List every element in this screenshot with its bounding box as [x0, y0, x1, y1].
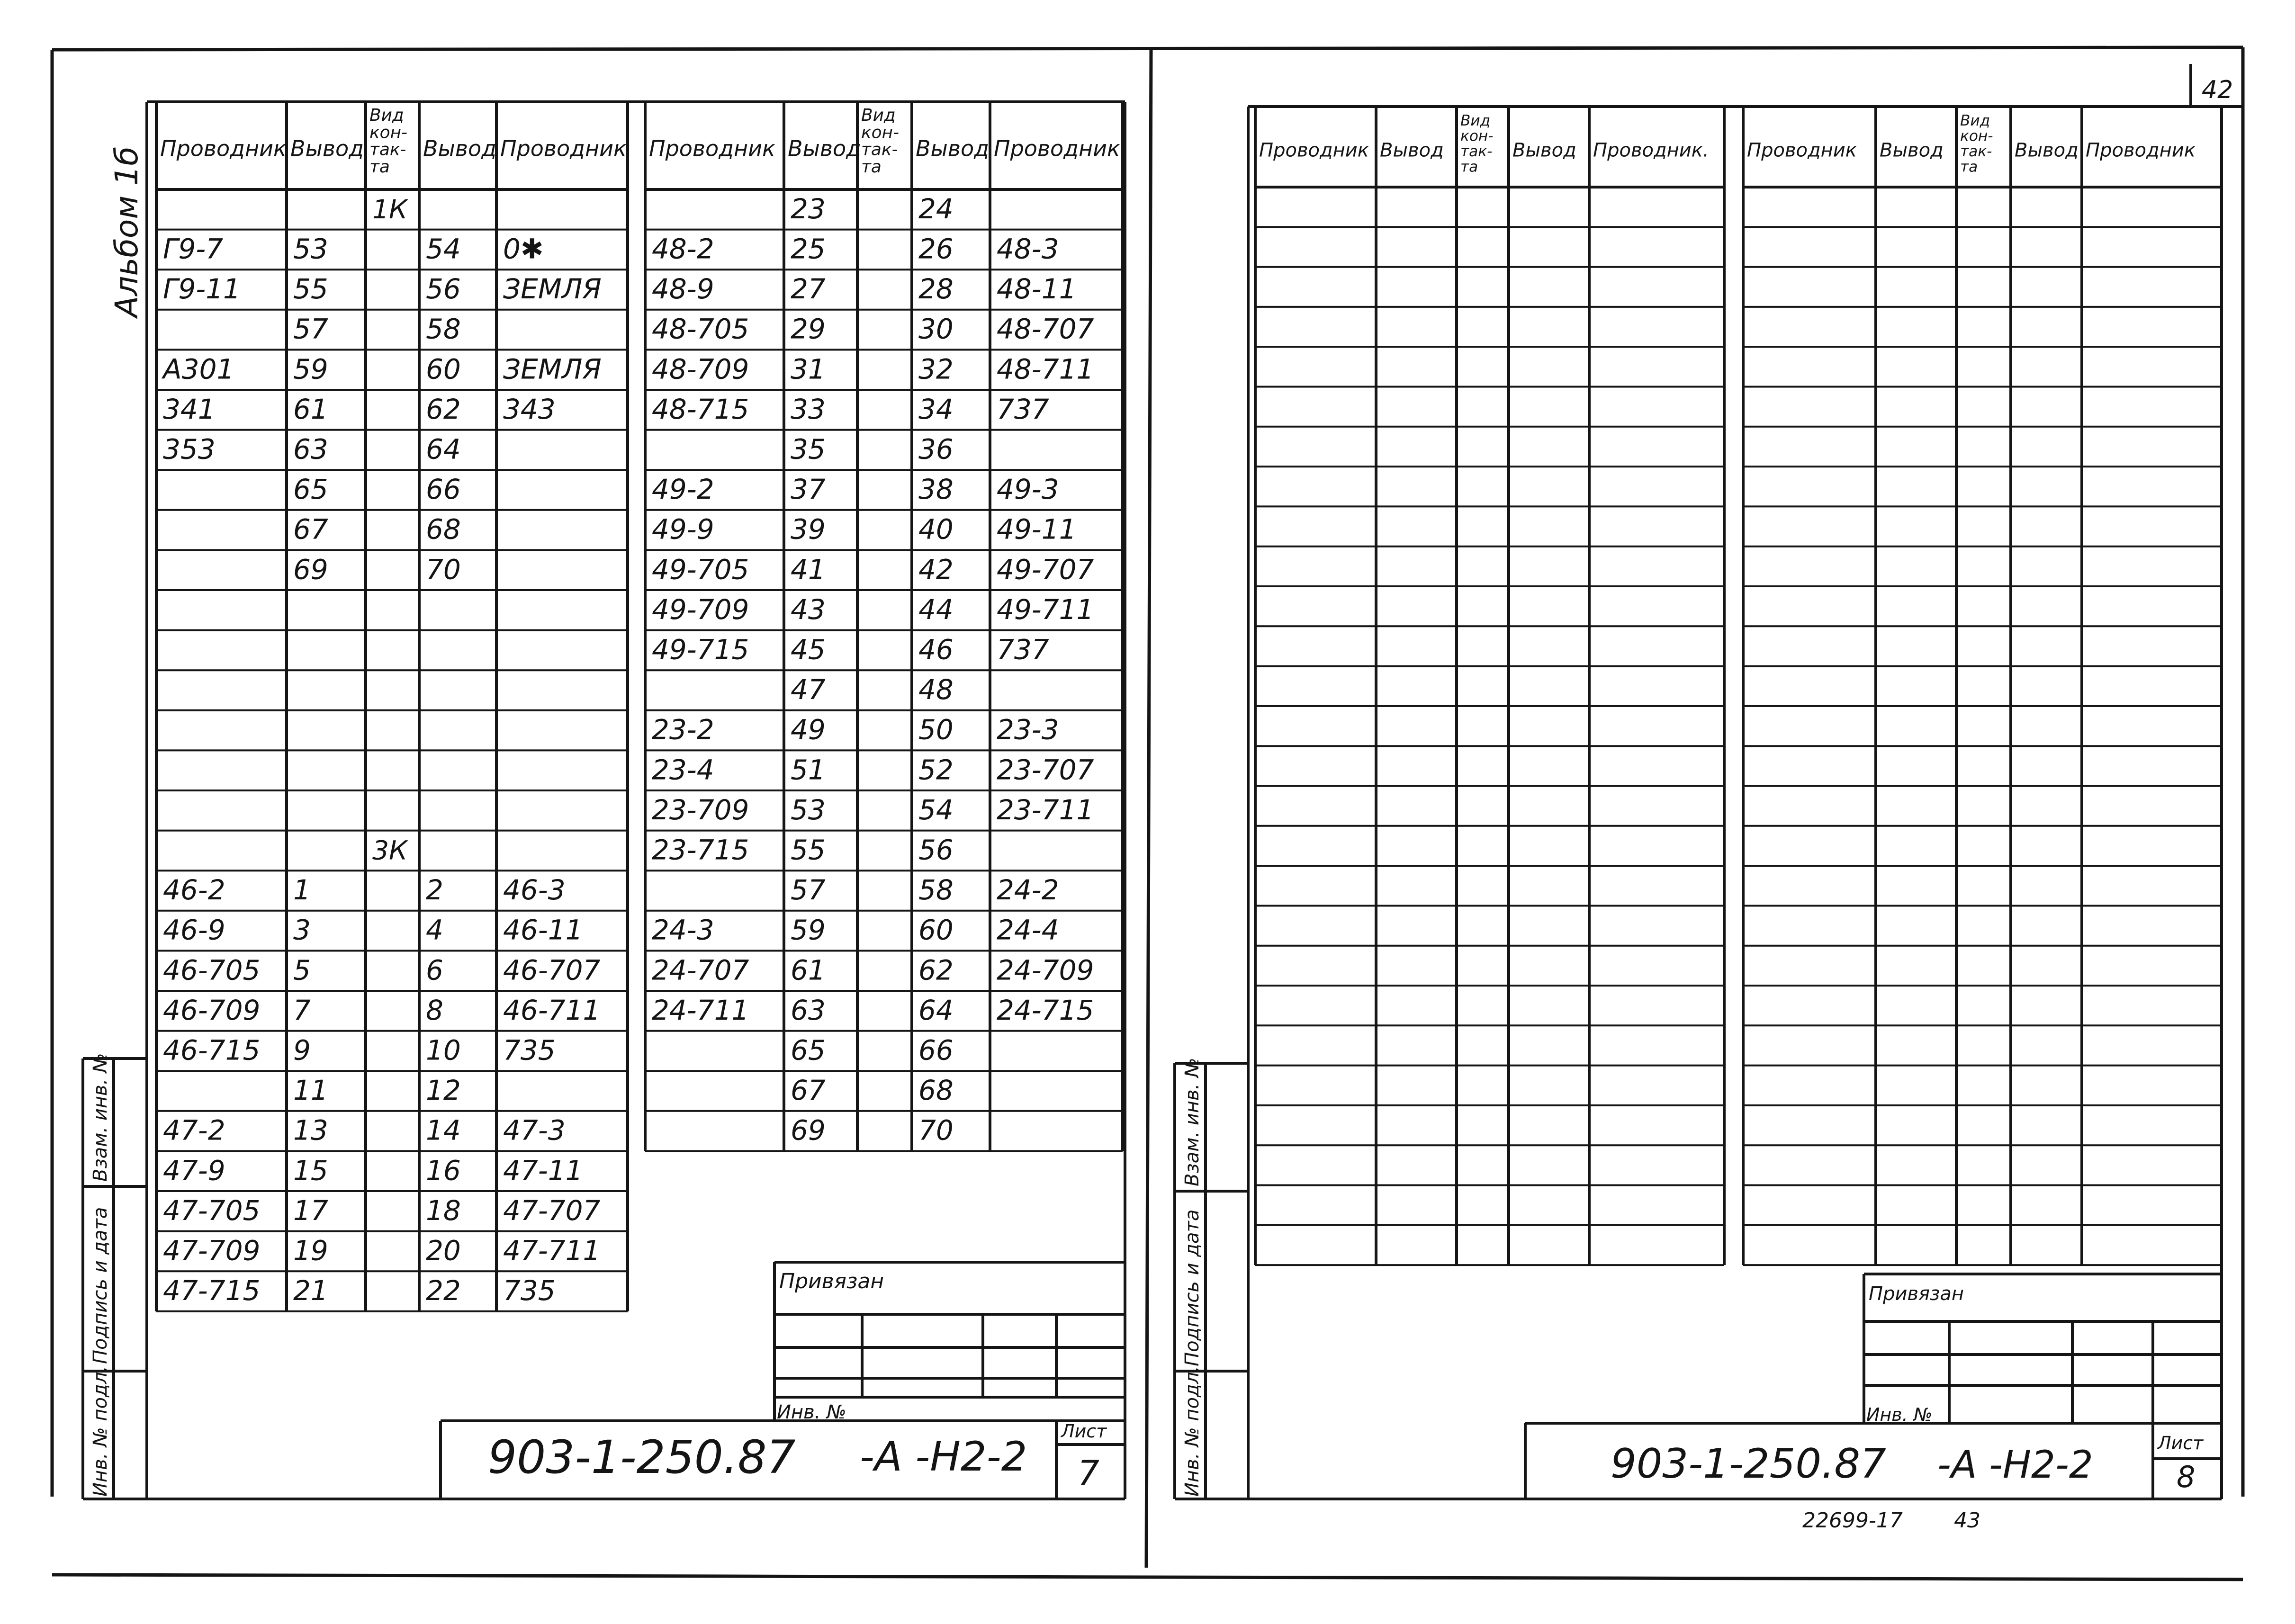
- cell-pin-out: 56: [426, 273, 461, 305]
- table-row: [163, 1235, 600, 1267]
- cell-pin-in: 9: [293, 1034, 311, 1067]
- table-row: [163, 233, 544, 265]
- cell-pin-in: 27: [791, 273, 826, 305]
- wiring-table-left-a: [156, 102, 628, 1311]
- cell-pin-in: 33: [791, 393, 826, 425]
- header-conductor-in: Проводник: [649, 135, 775, 162]
- cell-conductor-out: 47-3: [503, 1114, 566, 1147]
- cell-pin-out: 54: [918, 793, 954, 826]
- cell-pin-out: 62: [918, 954, 954, 987]
- cell-pin-in: 57: [791, 874, 826, 906]
- cell-pin-out: 68: [918, 1074, 954, 1107]
- cell-pin-out: 52: [918, 754, 954, 786]
- header-pin-out: Вывод: [1512, 139, 1576, 162]
- cell-conductor-in: 46-2: [163, 874, 225, 906]
- cell-conductor-out: 49-707: [997, 553, 1094, 586]
- cell-conductor-out: 49-3: [997, 473, 1059, 506]
- header-pin-in: Вывод: [788, 135, 861, 162]
- cell-conductor-out: 23-3: [997, 713, 1059, 746]
- table-row: [652, 313, 1094, 345]
- cell-pin-in: 23: [791, 192, 826, 225]
- cell-conductor-out: 47-711: [503, 1234, 601, 1267]
- cell-pin-in: 55: [293, 273, 328, 305]
- table-row: [652, 954, 1094, 986]
- cell-pin-out: 50: [918, 713, 954, 746]
- table-row: [652, 834, 954, 866]
- cell-pin-out: 34: [918, 393, 954, 425]
- cell-pin-out: 2: [426, 874, 443, 906]
- right-sheet: [1175, 107, 2222, 1499]
- table-row: [652, 593, 1094, 626]
- table-row: [163, 1154, 583, 1186]
- cell-pin-out: 18: [426, 1194, 461, 1227]
- cell-pin-in: 37: [791, 473, 826, 506]
- cell-conductor-out: 49-11: [997, 513, 1077, 546]
- header-contact-type-line: кон-: [369, 123, 408, 143]
- header-pin-out: Вывод: [423, 135, 496, 162]
- header-conductor-out: Проводник.: [1593, 139, 1709, 162]
- cell-pin-out: 56: [918, 834, 954, 866]
- header-contact-type-line: кон-: [1960, 127, 1993, 145]
- cell-pin-in: 55: [791, 834, 826, 866]
- cell-pin-out: 30: [918, 313, 954, 345]
- cell-pin-in: 19: [293, 1234, 328, 1267]
- table-row: [163, 1114, 566, 1147]
- header-conductor-in: Проводник: [1747, 139, 1857, 162]
- cell-conductor-out: 735: [503, 1274, 556, 1307]
- cell-conductor-in: 24-711: [652, 994, 749, 1026]
- cell-pin-out: 60: [918, 914, 954, 946]
- cell-pin-out: 70: [426, 553, 461, 586]
- cell-conductor-in: Г9-7: [163, 233, 224, 265]
- cell-pin-out: 42: [918, 553, 954, 586]
- header-conductor-in: Проводник: [160, 135, 287, 162]
- table-row: [791, 433, 954, 466]
- cell-conductor-in: 46-715: [163, 1034, 261, 1067]
- cell-conductor-in: 48-705: [652, 313, 749, 345]
- cell-conductor-in: 49-2: [652, 473, 714, 506]
- cell-conductor-out: 737: [997, 633, 1049, 666]
- cell-conductor-out: 24-2: [997, 874, 1059, 906]
- cell-pin-out: 16: [426, 1154, 461, 1187]
- header-contact-type-line: Вид: [861, 106, 896, 125]
- table-grid: [1743, 107, 2222, 1265]
- cell-pin-in: 17: [293, 1194, 328, 1227]
- stamp-inv-no-left: Инв. №: [777, 1401, 846, 1423]
- cell-conductor-in: 23-2: [652, 713, 714, 746]
- table-row: [652, 994, 1094, 1026]
- cell-conductor-in: 49-715: [652, 633, 749, 666]
- header-conductor-in: Проводник: [1259, 139, 1369, 162]
- header-conductor-out: Проводник: [500, 135, 627, 162]
- cell-pin-out: 20: [426, 1234, 461, 1267]
- cell-pin-in: 35: [791, 433, 826, 466]
- stamp-inv-no-right: Инв. №: [1866, 1404, 1933, 1425]
- cell-pin-out: 48: [918, 673, 954, 706]
- header-contact-type-line: та: [1460, 158, 1478, 176]
- cell-conductor-out: 48-707: [997, 313, 1094, 345]
- cell-pin-in: 53: [791, 793, 826, 826]
- table-row: [163, 994, 600, 1026]
- cell-pin-out: 26: [918, 233, 954, 265]
- table-row: [652, 914, 1059, 946]
- cell-pin-out: 70: [918, 1114, 954, 1147]
- cell-pin-in: 57: [293, 313, 328, 345]
- wiring-table-left-b: [645, 102, 1123, 1151]
- cell-conductor-in: 46-9: [163, 914, 225, 946]
- table-row: [163, 914, 583, 946]
- cell-pin-in: 15: [293, 1154, 328, 1187]
- cell-conductor-in: 23-715: [652, 834, 749, 866]
- cell-pin-out: 36: [918, 433, 954, 466]
- cell-pin-in: 65: [791, 1034, 826, 1067]
- cell-conductor-out: 46-11: [503, 914, 583, 946]
- cell-pin-in: 65: [293, 473, 328, 506]
- cell-conductor-in: 47-709: [163, 1234, 261, 1267]
- cell-pin-out: 12: [426, 1074, 461, 1107]
- cell-conductor-out: 23-707: [997, 754, 1094, 786]
- cell-conductor-out: 48-3: [997, 233, 1059, 265]
- cell-pin-out: 60: [426, 353, 461, 386]
- cell-conductor-in: 48-709: [652, 353, 749, 386]
- table-row: [652, 754, 1094, 786]
- table-row: [652, 273, 1077, 305]
- table-row: [791, 193, 954, 225]
- cell-conductor-in: 47-2: [163, 1114, 225, 1147]
- cell-conductor-in: 353: [163, 433, 216, 466]
- cell-pin-out: 66: [426, 473, 461, 506]
- cell-pin-out: 28: [918, 273, 954, 305]
- cell-conductor-out: 46-3: [503, 874, 566, 906]
- header-conductor-out: Проводник: [2086, 139, 2196, 162]
- stamp-sheet-number-left: 7: [1078, 1453, 1099, 1493]
- cell-pin-in: 69: [791, 1114, 826, 1147]
- side-stamp-right: [1181, 1058, 1203, 1497]
- wiring-table-right-b: [1743, 107, 2222, 1265]
- header-contact-type-line: та: [861, 157, 882, 177]
- cell-pin-out: 32: [918, 353, 954, 386]
- cell-pin-out: 68: [426, 513, 461, 546]
- cell-conductor-out: 24-709: [997, 954, 1094, 987]
- cell-pin-in: 41: [791, 553, 826, 586]
- table-row: [791, 1034, 954, 1067]
- table-row: [791, 673, 954, 706]
- cell-pin-out: 64: [426, 433, 461, 466]
- album-label: Альбом 1б: [108, 146, 145, 317]
- cell-conductor-out: 343: [503, 393, 556, 425]
- stamp-designation-right: 903-1-250.87: [1611, 1440, 1886, 1488]
- cell-conductor-in: 24-3: [652, 914, 714, 946]
- table-row: [372, 835, 409, 866]
- table-row: [652, 553, 1094, 585]
- cell-pin-in: 45: [791, 633, 826, 666]
- header-contact-type-line: так-: [1460, 143, 1493, 160]
- cell-pin-in: 61: [293, 393, 328, 425]
- table-row: [163, 874, 566, 906]
- archive-code: 22699-17: [1802, 1508, 1903, 1533]
- cell-conductor-in: 23-709: [652, 793, 749, 826]
- cell-pin-in: 67: [293, 513, 328, 546]
- cell-pin-out: 40: [918, 513, 954, 546]
- cell-conductor-out: 0✱: [503, 233, 544, 265]
- footer-page: 43: [1954, 1508, 1980, 1533]
- side-stamp-vzam-inv-right: Взам. инв. №: [1181, 1058, 1203, 1186]
- cell-pin-out: 38: [918, 473, 954, 506]
- cell-conductor-out: 24-715: [997, 994, 1094, 1026]
- table-row: [652, 473, 1059, 505]
- cell-conductor-in: 49-9: [652, 513, 714, 546]
- header-contact-type-line: Вид: [1460, 112, 1491, 129]
- table-row: [652, 794, 1094, 826]
- side-stamp-left: [90, 1053, 111, 1497]
- table-row: [652, 714, 1059, 746]
- cell-pin-out: 62: [426, 393, 461, 425]
- cell-pin-in: 49: [791, 713, 826, 746]
- cell-conductor-in: 47-705: [163, 1194, 261, 1227]
- left-sheet: [83, 102, 1125, 1499]
- stamp-code-right: -А -Н2-2: [1937, 1443, 2093, 1487]
- cell-conductor-in: 23-4: [652, 754, 714, 786]
- cell-pin-in: 59: [293, 353, 328, 386]
- stamp-sheet-label-left: Лист: [1061, 1421, 1107, 1442]
- cell-pin-out: 6: [426, 954, 443, 987]
- cell-conductor-out: 735: [503, 1034, 556, 1067]
- cell-conductor-out: 47-11: [503, 1154, 583, 1187]
- stamp-designation-left: 903-1-250.87: [488, 1431, 796, 1484]
- cell-conductor-out: 48-11: [997, 273, 1077, 305]
- cell-pin-in: 59: [791, 914, 826, 946]
- cell-contact-type: 3К: [372, 835, 408, 866]
- cell-pin-out: 64: [918, 994, 954, 1026]
- cell-conductor-in: 24-707: [652, 954, 749, 987]
- cell-pin-in: 29: [791, 313, 826, 345]
- header-contact-type-line: кон-: [1460, 127, 1494, 145]
- cell-pin-out: 4: [426, 914, 443, 946]
- cell-pin-in: 1: [293, 874, 311, 906]
- header-pin-out: Вывод: [916, 135, 989, 162]
- side-stamp-sign-date-right: Подпись и дата: [1181, 1209, 1203, 1366]
- cell-conductor-in: 48-9: [652, 273, 714, 305]
- header-pin-in: Вывод: [290, 135, 364, 162]
- cell-pin-out: 24: [918, 192, 954, 225]
- header-pin-out: Вывод: [2015, 139, 2079, 162]
- cell-conductor-in: 48-2: [652, 233, 714, 265]
- table-row: [293, 313, 461, 345]
- header-contact-type-line: так-: [1960, 143, 1992, 160]
- cell-pin-in: 63: [293, 433, 328, 466]
- cell-conductor-out: 46-711: [503, 994, 601, 1026]
- table-row: [652, 353, 1094, 385]
- header-contact-type-line: так-: [861, 140, 898, 160]
- cell-pin-in: 11: [293, 1074, 328, 1107]
- cell-pin-in: 39: [791, 513, 826, 546]
- cell-pin-in: 63: [791, 994, 826, 1026]
- header-pin-in: Вывод: [1380, 139, 1444, 162]
- header-contact-type-line: так-: [369, 140, 406, 160]
- cell-conductor-out: 24-4: [997, 914, 1059, 946]
- header-contact-type-line: Вид: [369, 106, 404, 125]
- side-stamp-vzam-inv: Взам. инв. №: [90, 1053, 111, 1182]
- cell-pin-in: 5: [293, 954, 311, 987]
- side-stamp-inv-podl: Инв. № подл.: [90, 1366, 111, 1497]
- cell-pin-in: 43: [791, 593, 826, 626]
- cell-pin-in: 53: [293, 233, 328, 265]
- table-row: [652, 233, 1059, 265]
- table-row: [163, 273, 602, 305]
- right-frame-lines: [1175, 107, 2222, 1499]
- table-row: [163, 433, 461, 466]
- cell-conductor-in: 46-705: [163, 954, 261, 987]
- cell-contact-type: 1К: [372, 194, 408, 224]
- cell-conductor-out: 47-707: [503, 1194, 601, 1227]
- cell-conductor-in: 48-715: [652, 393, 749, 425]
- table-row: [163, 1194, 601, 1227]
- cell-pin-in: 51: [791, 754, 826, 786]
- table-row: [372, 194, 409, 224]
- cell-pin-in: 69: [293, 553, 328, 586]
- header-contact-type-line: та: [1960, 158, 1978, 176]
- cell-pin-out: 58: [918, 874, 954, 906]
- table-row: [791, 1074, 954, 1106]
- cell-conductor-in: 46-709: [163, 994, 261, 1026]
- cell-pin-out: 10: [426, 1034, 461, 1067]
- cell-pin-out: 44: [918, 593, 954, 626]
- cell-conductor-out: 48-711: [997, 353, 1094, 386]
- stamp-code-left: -А -Н2-2: [860, 1433, 1027, 1480]
- cell-pin-out: 8: [426, 994, 443, 1026]
- table-grid: [1255, 107, 1724, 1265]
- cell-conductor-out: 737: [997, 393, 1049, 425]
- cell-pin-in: 61: [791, 954, 826, 987]
- cell-conductor-in: 47-9: [163, 1154, 225, 1187]
- cell-pin-in: 3: [293, 914, 311, 946]
- sheet-number-top: 42: [2202, 76, 2233, 104]
- table-row: [161, 353, 602, 385]
- stamp-sheet-label-right: Лист: [2158, 1433, 2204, 1454]
- table-row: [293, 1074, 461, 1106]
- cell-pin-in: 31: [791, 353, 826, 386]
- cell-conductor-in: 49-709: [652, 593, 749, 626]
- cell-pin-out: 14: [426, 1114, 461, 1147]
- cell-pin-in: 21: [293, 1274, 328, 1307]
- wiring-table-right-a: [1255, 107, 1724, 1265]
- header-conductor-out: Проводник: [994, 135, 1120, 162]
- header-contact-type-line: кон-: [861, 123, 900, 143]
- cell-conductor-out: 23-711: [997, 793, 1094, 826]
- cell-pin-out: 22: [426, 1274, 461, 1307]
- cell-conductor-out: ЗЕМЛЯ: [503, 353, 602, 386]
- cell-pin-in: 13: [293, 1114, 328, 1147]
- cell-conductor-out: 46-707: [503, 954, 601, 987]
- header-contact-type-line: та: [369, 157, 390, 177]
- cell-conductor-out: ЗЕМЛЯ: [503, 273, 602, 305]
- table-row: [163, 954, 601, 986]
- table-row: [791, 1114, 954, 1147]
- cell-conductor-out: 49-711: [997, 593, 1094, 626]
- header-contact-type-line: Вид: [1960, 112, 1990, 129]
- table-row: [791, 874, 1059, 906]
- cell-conductor-in: 49-705: [652, 553, 749, 586]
- cell-pin-out: 58: [426, 313, 461, 345]
- cell-pin-in: 25: [791, 233, 826, 265]
- cell-pin-in: 7: [293, 994, 311, 1026]
- cell-conductor-in: А301: [163, 353, 234, 386]
- table-row: [293, 513, 461, 546]
- cell-conductor-in: 47-715: [163, 1274, 261, 1307]
- side-stamp-inv-podl-right: Инв. № подл.: [1181, 1366, 1203, 1497]
- cell-pin-in: 47: [791, 673, 826, 706]
- side-stamp-sign-date: Подпись и дата: [90, 1207, 111, 1364]
- cell-conductor-in: Г9-11: [163, 273, 241, 305]
- table-row: [293, 553, 461, 585]
- table-row: [293, 473, 461, 505]
- table-row: [652, 513, 1077, 546]
- stamp-privyazan-right: Привязан: [1869, 1283, 1964, 1305]
- stamp-privyazan-left: Привязан: [779, 1269, 884, 1293]
- header-pin-in: Вывод: [1880, 139, 1944, 162]
- cell-conductor-in: 341: [163, 393, 216, 425]
- cell-pin-in: 67: [791, 1074, 826, 1107]
- cell-pin-out: 66: [918, 1034, 954, 1067]
- cell-pin-out: 46: [918, 633, 954, 666]
- stamp-sheet-number-right: 8: [2177, 1460, 2196, 1494]
- cell-pin-out: 54: [426, 233, 461, 265]
- outer-frame: [52, 47, 2243, 1579]
